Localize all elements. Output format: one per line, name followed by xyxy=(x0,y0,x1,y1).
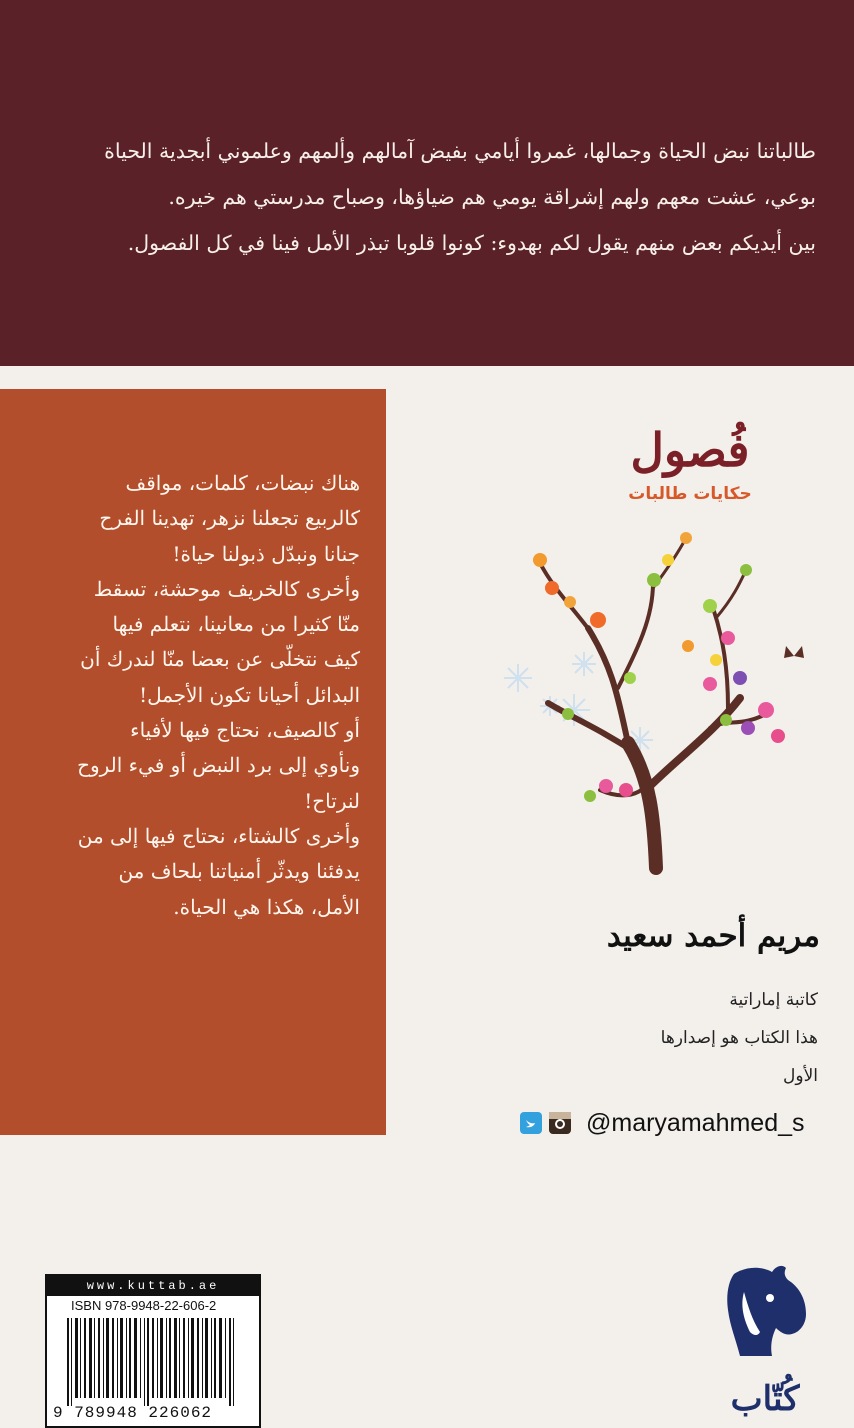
panel-line: كالربيع تجعلنا نزهر، تهدينا الفرح xyxy=(99,506,360,531)
twitter-icon[interactable] xyxy=(520,1112,542,1134)
author-bio-line: الأول xyxy=(783,1066,818,1086)
panel-line: كيف نتخلّى عن بعضا منّا لندرك أن xyxy=(80,647,360,672)
tree-leaves-blossoms xyxy=(533,532,785,802)
panel-line: أو كالصيف، نحتاج فيها لأفياء xyxy=(130,718,360,743)
instagram-icon[interactable] xyxy=(549,1112,571,1134)
quote-panel-text xyxy=(32,466,360,925)
isbn-barcode xyxy=(45,1274,261,1428)
panel-line: ونأوي إلى برد النبض أو فيء الروح xyxy=(77,753,360,778)
panel-line: لنرتاح! xyxy=(304,788,360,813)
seasons-tree-illustration xyxy=(478,528,838,878)
horse-head-logo xyxy=(700,1262,830,1418)
panel-line: يدفئنا ويدثّر أمنياتنا بلحاف من xyxy=(118,859,360,884)
panel-line: منّا كثيرا من معانينا، نتعلم فيها xyxy=(112,612,360,637)
social-handle[interactable]: @maryamahmed_s xyxy=(586,1108,805,1137)
blurb-line: طالباتنا نبض الحياة وجمالها، غمروا أيامي بفيض آمالهم وألمهم وعلموني أبجدية الحياة xyxy=(104,139,816,163)
panel-line: البدائل أحيانا تكون الأجمل! xyxy=(139,682,360,707)
blurb-line: بوعي، عشت معهم ولهم إشراقة يومي هم ضياؤها، وصباح مدرستي هم خيره. xyxy=(168,185,816,209)
social-row xyxy=(520,1106,805,1140)
panel-line: هناك نبضات، كلمات، مواقف xyxy=(125,471,360,495)
butterfly-icon xyxy=(784,646,804,658)
barcode-digits: 9 789948 226062 xyxy=(53,1404,213,1422)
publisher-url[interactable]: www.kuttab.ae xyxy=(47,1276,259,1296)
author-name: مريم أحمد سعيد xyxy=(606,918,820,954)
book-subtitle: حكايات طالبات xyxy=(628,484,752,504)
publisher-wordmark: كُتّاب xyxy=(730,1379,800,1418)
book-title: فُصول xyxy=(630,423,750,477)
author-bio-line: كاتبة إماراتية xyxy=(729,990,818,1010)
blurb-line: بين أيديكم بعض منهم يقول لكم بهدوء: كونوا قلوبا تبذر الأمل فينا في كل الفصول. xyxy=(127,231,816,255)
panel-line: الأمل، هكذا هي الحياة. xyxy=(173,894,360,919)
panel-line: وأخرى كالخريف موحشة، تسقط xyxy=(93,576,360,601)
top-blurb xyxy=(70,128,816,266)
panel-line: جنانا ونبدّل ذبولنا حياة! xyxy=(172,541,360,566)
isbn-text: ISBN 978-9948-22-606-2 xyxy=(71,1298,217,1313)
panel-line: وأخرى كالشتاء، نحتاج فيها إلى من xyxy=(77,823,360,848)
barcode-bars xyxy=(47,1316,255,1406)
author-bio-line: هذا الكتاب هو إصدارها xyxy=(660,1028,818,1048)
